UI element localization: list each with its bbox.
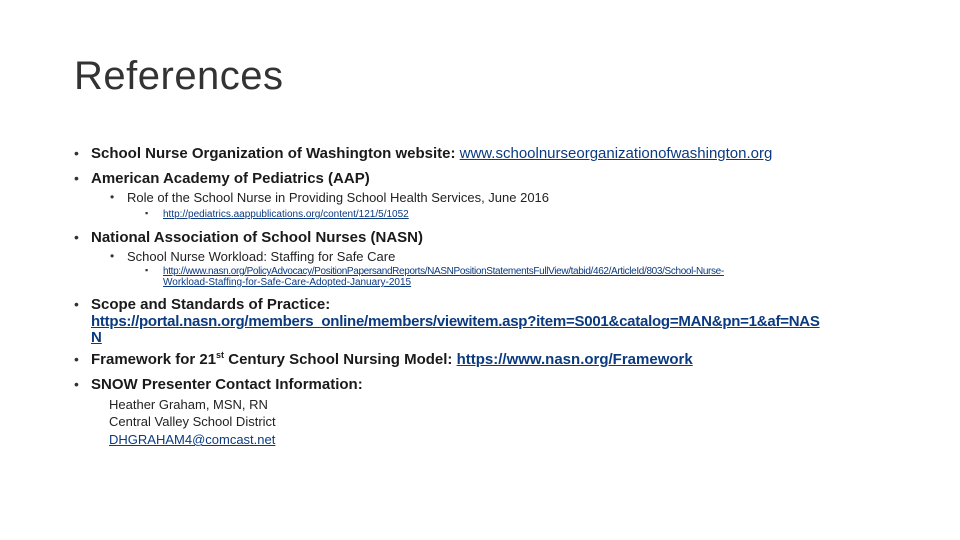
list-item	[91, 313, 820, 330]
snow-website-link[interactable]: www.schoolnurseorganizationofwashington.org	[459, 145, 773, 162]
bullet: •	[74, 376, 79, 392]
bullet: •	[110, 249, 115, 263]
snow-website-label: School Nurse Organization of Washington website:	[91, 145, 460, 162]
list-item	[163, 277, 411, 288]
list-item	[91, 296, 330, 313]
framework-label: Framework for 21st Century School Nursing Model:	[91, 350, 457, 368]
contact-email-link[interactable]: DHGRAHAM4@comcast.net	[109, 432, 276, 447]
list-item	[109, 432, 275, 447]
bullet: ▪	[145, 265, 149, 275]
scope-link[interactable]: https://portal.nasn.org/members_online/members/viewitem.asp?item=S001&catalog=MAN&pn=1&af=NAS	[91, 313, 820, 330]
bullet: ▪	[145, 208, 149, 218]
list-item	[91, 376, 363, 393]
page-title: References	[74, 54, 284, 98]
aap-label: American Academy of Pediatrics (AAP)	[91, 170, 370, 187]
list-item	[91, 170, 370, 187]
list-item	[91, 329, 102, 346]
list-item	[91, 145, 772, 162]
list-item	[163, 209, 409, 220]
nasn-workload-link-cont[interactable]: Workload-Staffing-for-Safe-Care-Adopted-January-2015	[163, 277, 412, 288]
list-item	[91, 351, 693, 368]
list-item	[91, 229, 423, 246]
nasn-label: National Association of School Nurses (NASN)	[91, 229, 423, 246]
bullet: •	[74, 145, 79, 161]
aap-article-link[interactable]: http://pediatrics.aappublications.org/content/121/5/1052	[163, 209, 409, 220]
bullet: •	[74, 351, 79, 367]
scope-link-cont[interactable]: N	[91, 329, 102, 346]
bullet: •	[110, 190, 115, 204]
framework-link[interactable]: https://www.nasn.org/Framework	[456, 351, 693, 368]
bullet: •	[74, 296, 79, 312]
contact-org: Central Valley School District	[109, 414, 276, 429]
list-item: Role of the School Nurse in Providing School Health Services, June 2016	[127, 190, 550, 205]
list-item	[163, 266, 724, 277]
list-item: School Nurse Workload: Staffing for Safe Care	[127, 249, 396, 264]
scope-label: Scope and Standards of Practice:	[91, 296, 331, 313]
bullet: •	[74, 170, 79, 186]
contact-label: SNOW Presenter Contact Information:	[91, 376, 363, 393]
bullet: •	[74, 229, 79, 245]
contact-name: Heather Graham, MSN, RN	[109, 397, 268, 412]
nasn-workload-link[interactable]: http://www.nasn.org/PolicyAdvocacy/PositionPapersandReports/NASNPositionStatementsFullView/tabid/462/ArticleId/803/School-Nurse-	[163, 266, 724, 277]
